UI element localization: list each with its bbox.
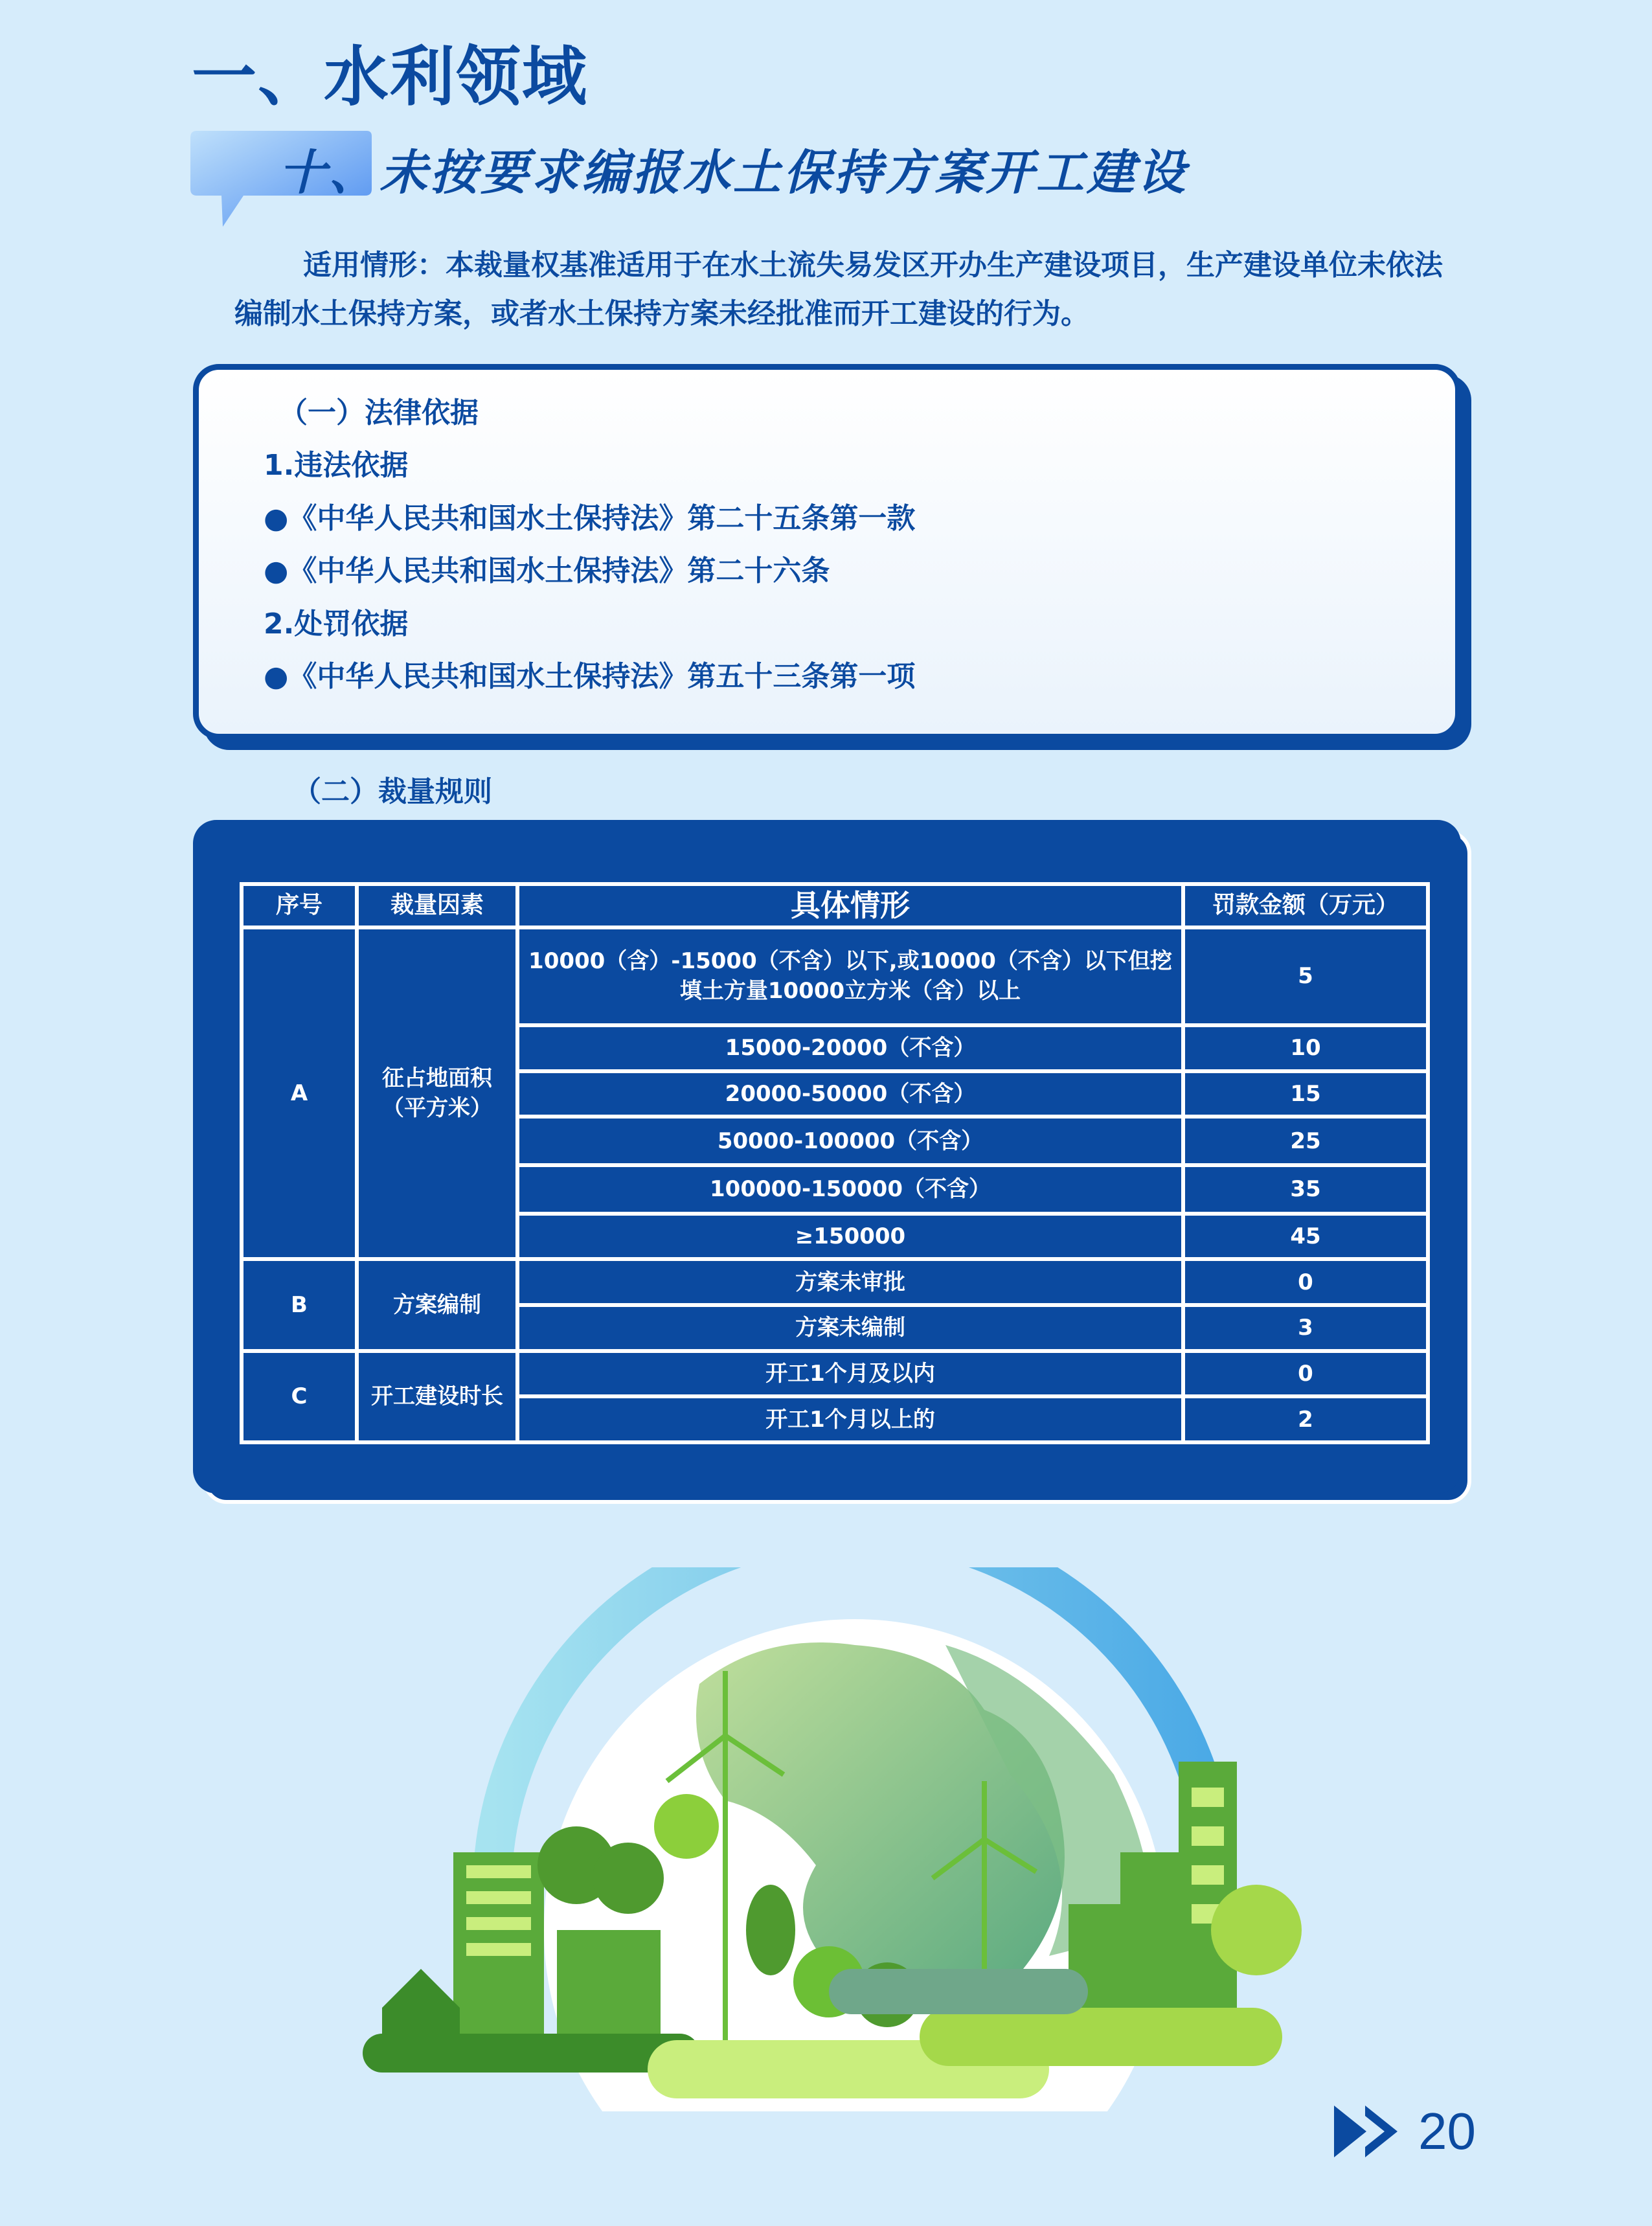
double-chevron-right-icon [1334, 2106, 1412, 2157]
amount-cell: 2 [1183, 1396, 1428, 1442]
penalty-item: ●《中华人民共和国水土保持法》第五十三条第一项 [264, 660, 916, 693]
violation-item: ●《中华人民共和国水土保持法》第二十五条第一款 [264, 502, 916, 535]
rules-table-card [193, 820, 1461, 1493]
rules-heading: （二）裁量规则 [293, 775, 492, 808]
factor-cell: 征占地面积（平方米） [357, 927, 517, 1260]
factor-cell: 开工建设时长 [357, 1351, 517, 1442]
situation-cell: 15000-20000（不含） [517, 1025, 1183, 1071]
section-title: 一、水利领域 [192, 39, 588, 115]
situation-cell: 10000（含）-15000（不含）以下,或10000（不含）以下但挖填土方量10000立方米（含）以上 [517, 927, 1183, 1025]
group-id-cell: A [242, 927, 357, 1260]
amount-cell: 45 [1183, 1214, 1428, 1260]
situation-cell: 开工1个月以上的 [517, 1396, 1183, 1442]
group-id-cell: B [242, 1259, 357, 1350]
amount-cell: 15 [1183, 1071, 1428, 1117]
table-row [242, 1259, 1428, 1305]
situation-cell: 方案未编制 [517, 1305, 1183, 1351]
legal-basis-card [193, 364, 1461, 740]
intro-paragraph: 适用情形：本裁量权基准适用于在水土流失易发区开办生产建设项目，生产建设单位未依法编制水土保持方案，或者水土保持方案未经批准而开工建设的行为。 [234, 249, 1443, 330]
situation-cell: 100000-150000（不含） [517, 1165, 1183, 1214]
table-row [242, 1351, 1428, 1397]
page-number: 20 [1418, 2102, 1476, 2160]
amount-cell: 10 [1183, 1025, 1428, 1071]
column-header: 序号 [242, 884, 357, 927]
amount-cell: 0 [1183, 1351, 1428, 1397]
amount-cell: 5 [1183, 927, 1428, 1025]
column-header: 具体情形 [517, 884, 1183, 927]
situation-cell: 20000-50000（不含） [517, 1071, 1183, 1117]
legal-basis-heading: （一）法律依据 [279, 396, 479, 429]
table-header-row [242, 884, 1428, 927]
violation-basis-heading: 1.违法依据 [264, 449, 409, 482]
column-header: 罚款金额（万元） [1183, 884, 1428, 927]
situation-cell: 方案未审批 [517, 1259, 1183, 1305]
factor-cell: 方案编制 [357, 1259, 517, 1350]
penalty-basis-heading: 2.处罚依据 [264, 608, 409, 641]
amount-cell: 25 [1183, 1117, 1428, 1165]
column-header: 裁量因素 [357, 884, 517, 927]
table-row [242, 927, 1428, 1025]
situation-cell: 50000-100000（不含） [517, 1117, 1183, 1165]
amount-cell: 35 [1183, 1165, 1428, 1214]
group-id-cell: C [242, 1351, 357, 1442]
amount-cell: 0 [1183, 1259, 1428, 1305]
sub-title: 十、未按要求编报水土保持方案开工建设 [278, 145, 1188, 201]
amount-cell: 3 [1183, 1305, 1428, 1351]
situation-cell: 开工1个月及以内 [517, 1351, 1183, 1397]
violation-item: ●《中华人民共和国水土保持法》第二十六条 [264, 554, 830, 587]
rules-table [240, 882, 1430, 1444]
page-footer [1334, 2096, 1476, 2167]
green-city-globe-illustration [363, 1567, 1347, 2111]
situation-cell: ≥150000 [517, 1214, 1183, 1260]
